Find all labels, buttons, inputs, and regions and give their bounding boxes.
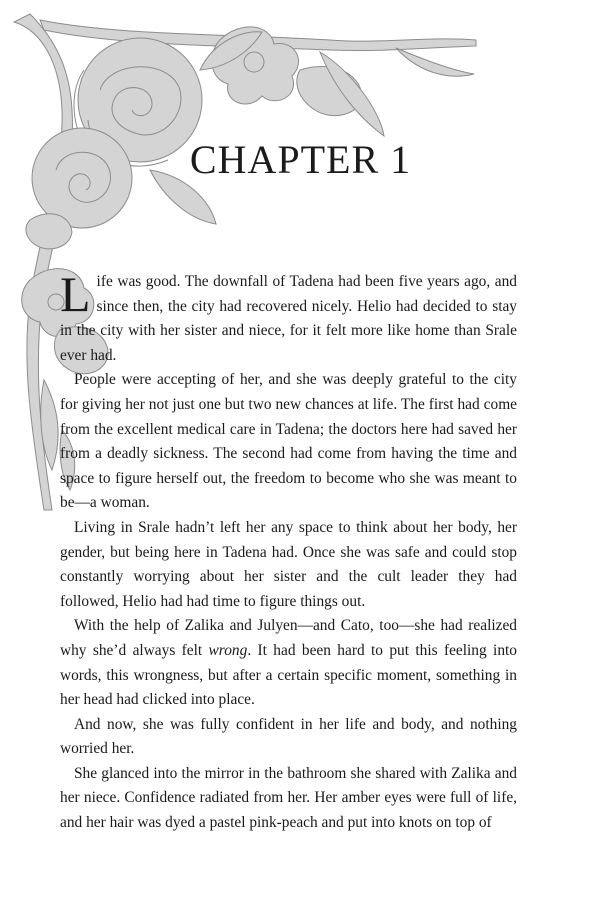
paragraph-text: ife was good. The downfall of Tadena had been five years ago, and since then, the city had recovered nicely. Helio had decided to stay in the city with her sister and niece, for it felt more like home than Srale ever had.	[60, 273, 517, 364]
paragraph	[60, 266, 517, 368]
chapter-title: CHAPTER 1	[189, 137, 412, 182]
paragraph: Living in Srale hadn’t left her any space to think about her body, her gender, but being here in Tadena had. Once she was safe and could stop constantly worrying about her sister and the cult leader they had followed, Helio had had time to figure things out.	[60, 518, 517, 610]
paragraph-text: With the help of Zalika and Julyen—and Cato, too—she had realized why she’d always felt	[60, 617, 517, 659]
chapter-body	[60, 266, 518, 836]
emphasis-word: wrong	[208, 641, 248, 659]
paragraph: She glanced into the mirror in the bathroom she shared with Zalika and her niece. Confidence radiated from her. Her amber eyes were full of life, and her hair was dyed a pastel pink-peach and put into knots on top of	[60, 764, 517, 832]
paragraph-text: . It had been hard to put this feeling into words, this wrongness, but after a certain specific moment, something in her head had clicked into place.	[60, 641, 518, 709]
paragraph	[60, 614, 517, 712]
paragraph: And now, she was fully confident in her life and body, and nothing worried her.	[60, 715, 517, 758]
drop-cap: L	[60, 266, 91, 322]
paragraph: People were accepting of her, and she was deeply grateful to the city for giving her not just one but two new chances at life. The first had come from the excellent medical care in Tadena; the doctors here had saved her from a deadly sickness. The second had come from having the time and space to figure herself out, the freedom to become who she was meant to be—a woman.	[60, 371, 517, 512]
